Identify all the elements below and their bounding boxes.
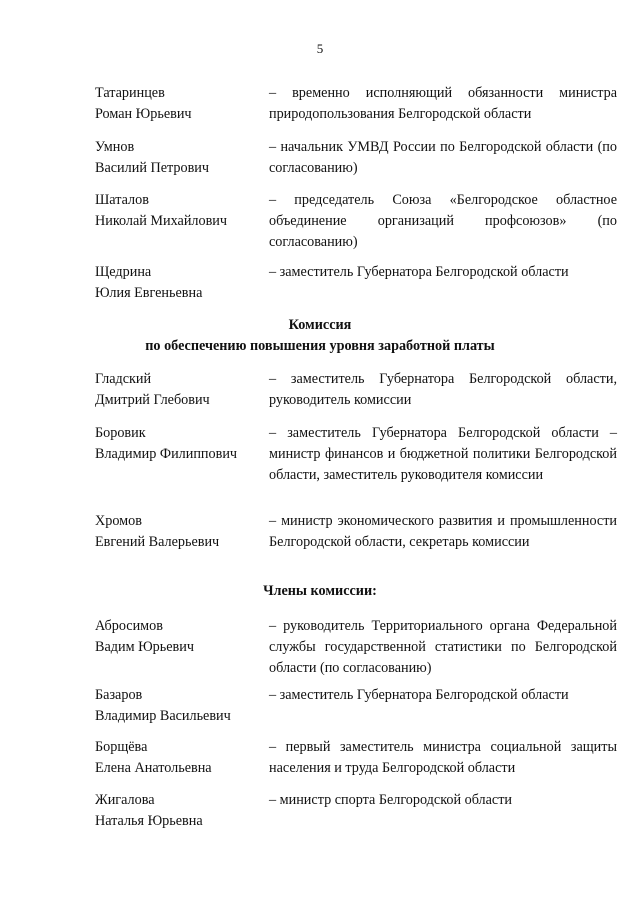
member-surname: Татаринцев (95, 85, 165, 101)
member-role: – временно исполняющий обязанности министра природопользования Белгородской области (269, 85, 617, 122)
member-role: – председатель Союза «Белгородское областное объединение организаций профсоюзов» (по согласованию) (269, 192, 617, 250)
member-name (95, 369, 265, 411)
members-heading: Члены комиссии: (263, 583, 377, 599)
member-given-name: Елена Анатольевна (95, 760, 212, 776)
member-surname: Хромов (95, 513, 142, 529)
member-name (95, 790, 265, 832)
member-given-name: Евгений Валерьевич (95, 534, 220, 550)
member-name (95, 137, 265, 179)
member-surname: Абросимов (95, 618, 163, 634)
member-role: – первый заместитель министра социальной защиты населения и труда Белгородской области (269, 739, 617, 776)
member-name (95, 737, 265, 779)
member-name (95, 616, 265, 658)
page-number: 5 (316, 41, 324, 56)
member-role: – руководитель Территориального органа Федеральной службы государственной статистики по Белгородской области (по согласованию) (269, 618, 617, 676)
member-given-name: Наталья Юрьевна (95, 813, 203, 829)
member-name (95, 423, 265, 465)
member-name (95, 511, 265, 553)
member-surname: Умнов (95, 139, 135, 155)
member-role: – министр экономического развития и промышленности Белгородской области, секретарь комиссии (269, 513, 617, 550)
member-surname: Шаталов (95, 192, 149, 208)
member-role: – заместитель Губернатора Белгородской области, руководитель комиссии (269, 371, 617, 408)
member-name (95, 190, 265, 232)
commission-title: Комиссия (288, 317, 352, 333)
member-given-name: Вадим Юрьевич (95, 639, 194, 655)
member-name (95, 685, 265, 727)
member-role: – заместитель Губернатора Белгородской области (269, 264, 569, 280)
member-surname: Базаров (95, 687, 143, 703)
member-surname: Боровик (95, 425, 146, 441)
member-name (95, 262, 265, 304)
member-given-name: Дмитрий Глебович (95, 392, 210, 408)
member-role: – заместитель Губернатора Белгородской области – министр финансов и бюджетной политики Белгородской области, заместитель руководителя комиссии (269, 425, 617, 483)
member-surname: Жигалова (95, 792, 155, 808)
commission-heading (0, 315, 640, 357)
member-given-name: Владимир Васильевич (95, 708, 231, 724)
member-given-name: Владимир Филиппович (95, 446, 238, 462)
member-surname: Щедрина (95, 264, 152, 280)
commission-subtitle: по обеспечению повышения уровня заработной платы (145, 338, 495, 354)
member-surname: Гладский (95, 371, 152, 387)
member-given-name: Василий Петрович (95, 160, 209, 176)
member-surname: Борщёва (95, 739, 148, 755)
member-role: – заместитель Губернатора Белгородской области (269, 687, 569, 703)
member-name (95, 83, 265, 125)
member-given-name: Николай Михайлович (95, 213, 228, 229)
member-role: – начальник УМВД России по Белгородской области (по согласованию) (269, 139, 617, 176)
member-role: – министр спорта Белгородской области (269, 792, 513, 808)
member-given-name: Роман Юрьевич (95, 106, 192, 122)
member-given-name: Юлия Евгеньевна (95, 285, 203, 301)
